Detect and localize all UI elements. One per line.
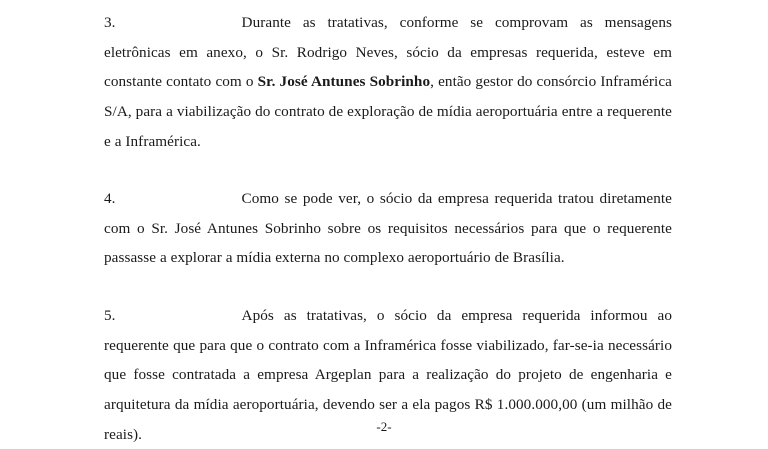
paragraph-text-lead: Como se pode ver, o sócio da empresa requerida tratou diretamente com o Sr. José Antunes Sobrinho sobre os requisitos necessários para que o requerente passasse a explorar a mídia externa no complexo aeroportuário de Brasília. <box>104 190 672 267</box>
paragraph-3 <box>104 8 672 156</box>
paragraph-number: 5. <box>104 307 116 325</box>
paragraph-bold-name: Sr. José Antunes Sobrinho <box>257 73 431 91</box>
paragraph-text-lead: Após as tratativas, o sócio da empresa requerida informou ao requerente que para que o contrato com a Inframérica fosse viabilizado, far-se-ia necessário que fosse contratada a empresa Argeplan para a realização do projeto de engenharia e arquitetura da mídia aeroportuária, devendo ser a ela pagos R$ 1.000.000,00 (um milhão de reais). <box>104 307 672 443</box>
paragraph-4 <box>104 184 672 273</box>
paragraph-text-tail: , então gestor do consórcio Inframérica S/A, para a viabilização do contrato de exploração de mídia aeroportuária entre a requerente e a Inframérica. <box>104 73 672 150</box>
page-number-footer: -2- <box>376 419 392 434</box>
paragraph-number: 4. <box>104 190 116 208</box>
paragraph-number: 3. <box>104 14 116 31</box>
paragraph-text-lead: Durante as tratativas, conforme se comprovam as mensagens eletrônicas em anexo, o Sr. Rodrigo Neves, sócio da empresas requerida, esteve em constante contato com o <box>104 14 672 91</box>
